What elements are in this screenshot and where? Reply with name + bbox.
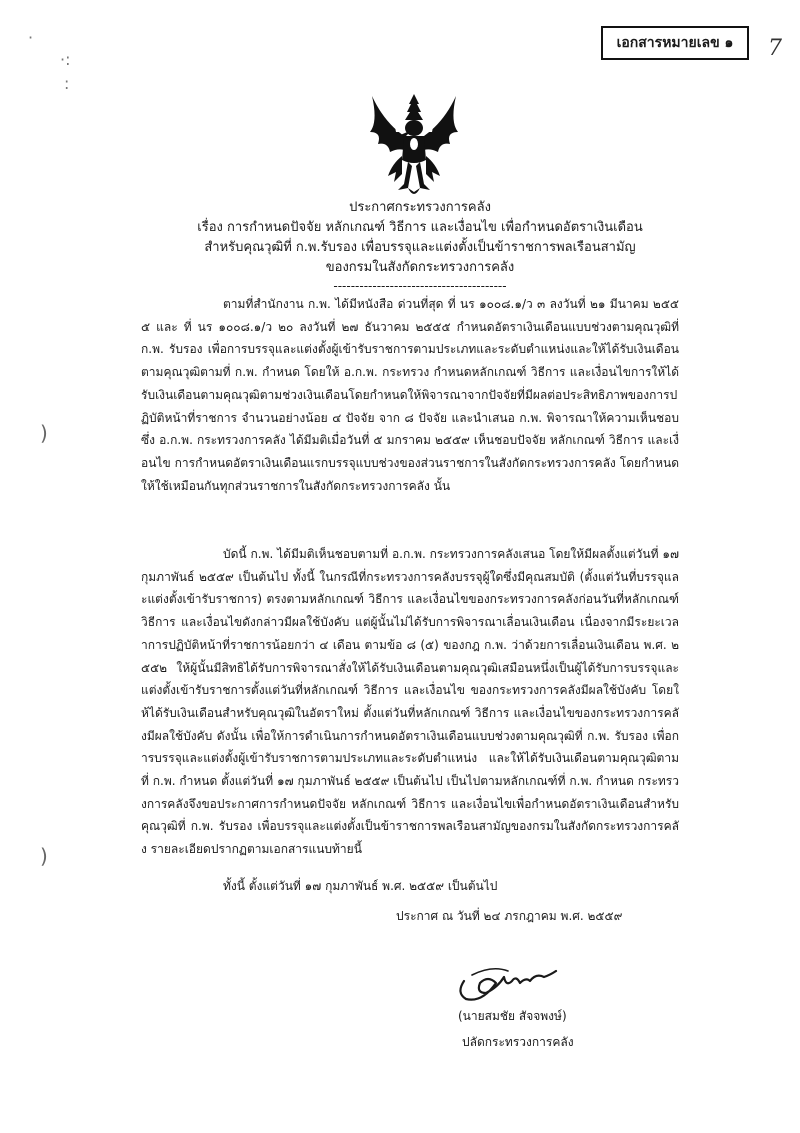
handwritten-page-number: 7 [768,36,782,61]
signer-name: (นายสมชัย สัจจพงษ์) [458,1009,567,1023]
title-separator: ---------------------------------------- [333,279,507,293]
issuer-heading: ประกาศกระทรวงการคลัง [349,200,491,215]
garuda-emblem [368,92,460,200]
punch-hole-mark: ) [40,844,48,868]
subject-line-2: สำหรับคุณวุฒิที่ ก.พ.รับรอง เพื่อบรรจุและแต่งตั้งเป็นข้าราชการพลเรือนสามัญ [204,240,636,255]
punch-hole-mark: ) [40,421,48,445]
subject-line-3: ของกรมในสังกัดกระทรวงการคลัง [325,260,515,275]
document-number-label: เอกสารหมายเลข ๑ [601,26,749,60]
handwritten-signature [452,953,560,1007]
body-paragraph-1 [141,293,679,497]
signer-position: ปลัดกระทรวงการคลัง [462,1035,574,1049]
announcement-title [150,198,690,293]
scan-speck: : [64,74,70,93]
paragraph-text: บัดนี้ ก.พ. ได้มีมติเห็นชอบตามที่ อ.ก.พ. กระทรวงการคลังเสนอ โดยให้มีผลตั้งแต่วันที่ ๑๗ กุมภาพันธ์ ๒๕๕๙ เป็นต้นไป ทั้งนี้ ในกรณีที่กระทรวงการคลังบรรจุผู้ใดซึ่งมีคุณสมบัติ (ตั้งแต่วันที่บรรจุและแต่งตั้งเข้ารับราชการ) ตรงตามหลักเกณฑ์ วิธีการ และเงื่อนไขของกระทรวงการคลังก่อนวันที่หลักเกณฑ์ วิธีการ และเงื่อนไขดังกล่าวมีผลใช้บังคับ แต่ผู้นั้นไม่ได้รับการพิจารณาเลื่อนเงินเดือน เนื่องจากมีระยะเวลาการปฏิบัติหน้าที่ราชการน้อยกว่า ๔ เดือน ตามข้อ ๘ (๕) ของกฎ ก.พ. ว่าด้วยการเลื่อนเงินเดือน พ.ศ. ๒๕๕๒ ให้ผู้นั้นมีสิทธิได้รับการพิจารณาสั่งให้ได้รับเงินเดือนตามคุณวุฒิเสมือนหนึ่งเป็นผู้ได้รับการบรรจุและแต่งตั้งเข้ารับราชการตั้งแต่วันที่หลักเกณฑ์ วิธีการ และเงื่อนไข ของกระทรวงการคลังมีผลใช้บังคับ โดยให้ได้รับเงินเดือนสำหรับคุณวุฒิในอัตราใหม่ ตั้งแต่วันที่หลักเกณฑ์ วิธีการ และเงื่อนไขของกระทรวงการคลังมีผลใช้บังคับ ดังนั้น เพื่อให้การดำเนินการกำหนดอัตราเงินเดือนแบบช่วงตามคุณวุฒิที่ ก.พ. รับรอง เพื่อการบรรจุและแต่งตั้งผู้เข้ารับราชการตามประเภทและระดับตำแหน่ง และให้ได้รับเงินเดือนตามคุณวุฒิตามที่ ก.พ. กำหนด ตั้งแต่วันที่ ๑๗ กุมภาพันธ์ ๒๕๕๙ เป็นต้นไป เป็นไปตามหลักเกณฑ์ที่ ก.พ. กำหนด กระทรวงการคลังจึงขอประกาศการกำหนดปัจจัย หลักเกณฑ์ วิธีการ และเงื่อนไขเพื่อกำหนดอัตราเงินเดือนสำหรับคุณวุฒิที่ ก.พ. รับรอง เพื่อบรรจุและแต่งตั้งเป็นข้าราชการพลเรือนสามัญของกรมในสังกัดกระทรวงการคลัง รายละเอียดปรากฏตามเอกสารแนบท้ายนี้ [141,547,679,857]
scan-speck: ·: [60,50,71,69]
body-paragraph-2 [141,543,679,861]
scan-speck: · [28,28,34,47]
effective-date-line: ทั้งนี้ ตั้งแต่วันที่ ๑๗ กุมภาพันธ์ พ.ศ. ๒๕๕๙ เป็นต้นไป [223,879,498,893]
subject-line: เรื่อง การกำหนดปัจจัย หลักเกณฑ์ วิธีการ และเงื่อนไข เพื่อกำหนดอัตราเงินเดือน [197,220,643,235]
paragraph-text: ตามที่สำนักงาน ก.พ. ได้มีหนังสือ ด่วนที่สุด ที่ นร ๑๐๐๘.๑/ว ๓ ลงวันที่ ๒๑ มีนาคม ๒๕๕๕ และ ที่ นร ๑๐๐๘.๑/ว ๒๐ ลงวันที่ ๒๗ ธันวาคม ๒๕๕๕ กำหนดอัตราเงินเดือนแบบช่วงตามคุณวุฒิที่ ก.พ. รับรอง เพื่อการบรรจุและแต่งตั้งผู้เข้ารับราชการตามประเภทและระดับตำแหน่งและให้ได้รับเงินเดือนตามคุณวุฒิตามที่ ก.พ. กำหนด โดยให้ อ.ก.พ. กระทรวง กำหนดหลักเกณฑ์ วิธีการ และเงื่อนไขการให้ได้รับเงินเดือนตามคุณวุฒิตามช่วงเงินเดือนโดยกำหนดให้พิจารณาจากปัจจัยที่มีผลต่อประสิทธิภาพของการปฏิบัติหน้าที่ราชการ จำนวนอย่างน้อย ๔ ปัจจัย จาก ๘ ปัจจัย และนำเสนอ ก.พ. พิจารณาให้ความเห็นชอบ ซึ่ง อ.ก.พ. กระทรวงการคลัง ได้มีมติเมื่อวันที่ ๕ มกราคม ๒๕๕๙ เห็นชอบปัจจัย หลักเกณฑ์ วิธีการ และเงื่อนไข การกำหนดอัตราเงินเดือนแรกบรรจุแบบช่วงของส่วนราชการในสังกัดกระทรวงการคลัง โดยกำหนดให้ใช้เหมือนกันทุกส่วนราชการในสังกัดกระทรวงการคลัง นั้น [141,297,679,493]
announcement-date: ประกาศ ณ วันที่ ๒๔ ภรกฎาคม พ.ศ. ๒๕๕๙ [396,909,623,923]
